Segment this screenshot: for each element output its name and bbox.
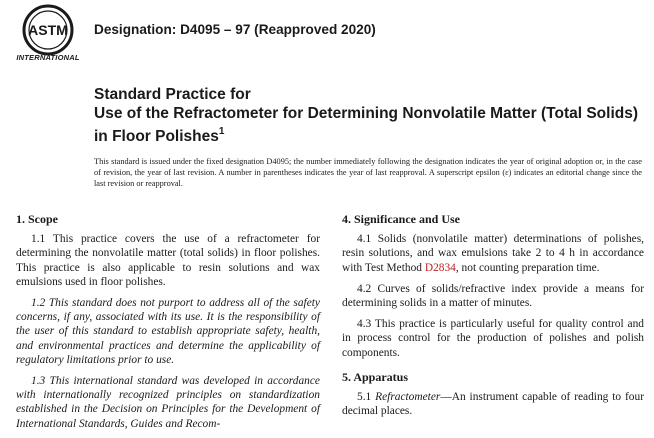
designation: Designation: D4095 – 97 (Reapproved 2020)	[94, 22, 376, 37]
title-line1: Standard Practice for	[94, 86, 251, 103]
apparatus-heading: 5. Apparatus	[342, 369, 409, 384]
issuance-notice: This standard is issued under the fixed designation D4095; the number immediately following the designation indicates the year of original adoption or, in the case of revision, the year of last revision. A number in parentheses indicates the year of last reapproval. A superscript epsilon (ε) indicates an editorial change since the last revision or reapproval.	[94, 157, 642, 189]
scope-p2: 1.2 This standard does not purport to address all of the safety concerns, if any, associated with its use. It is the responsibility of the user of this standard to establish appropriate safety, health, and environmental practices and determine the applicability of regulatory limitations prior to use.	[16, 297, 320, 366]
significance-p1: 4.1 Solids (nonvolatile matter) determinations of polishes, resin solutions, and wax emulsions take 2 to 4 h in accordance with Test Method D2834, not counting preparation time.	[342, 233, 644, 274]
test-method-link[interactable]: D2834	[424, 261, 456, 274]
left-column	[16, 212, 320, 438]
right-column	[342, 212, 644, 425]
significance-heading: 4. Significance and Use	[342, 212, 461, 226]
scope-p1: 1.1 This practice covers the use of a refractometer for determining the nonvolatile matter (total solids) in floor polishes. This practice is also applicable to resin solutions and wax emulsions used in floor polishes.	[16, 233, 320, 288]
svg-text:ASTM: ASTM	[28, 22, 68, 38]
significance-p2: 4.2 Curves of solids/refractive index provide a means for determining solids in a matter of minutes.	[342, 282, 644, 310]
scope-p3: 1.3 This international standard was developed in accordance with internationally recognized principles on standardization established in the Decision on Principles for the Development of International Standards, Guides and Recom-	[16, 375, 320, 430]
document-title	[94, 85, 639, 146]
title-footnote: 1	[218, 126, 225, 137]
scope-heading: 1. Scope	[16, 212, 58, 226]
apparatus-p1: 5.1 Refractometer—An instrument capable of reading to four decimal places.	[342, 391, 644, 418]
significance-p3: 4.3 This practice is particularly useful for quality control and in process control for the production of polishes and polish components.	[342, 318, 644, 359]
title-line2: Use of the Refractometer for Determining Nonvolatile Matter (Total Solids) in Floor Polishes$^1$	[94, 105, 639, 146]
logo-subtitle: INTERNATIONAL	[16, 53, 80, 62]
